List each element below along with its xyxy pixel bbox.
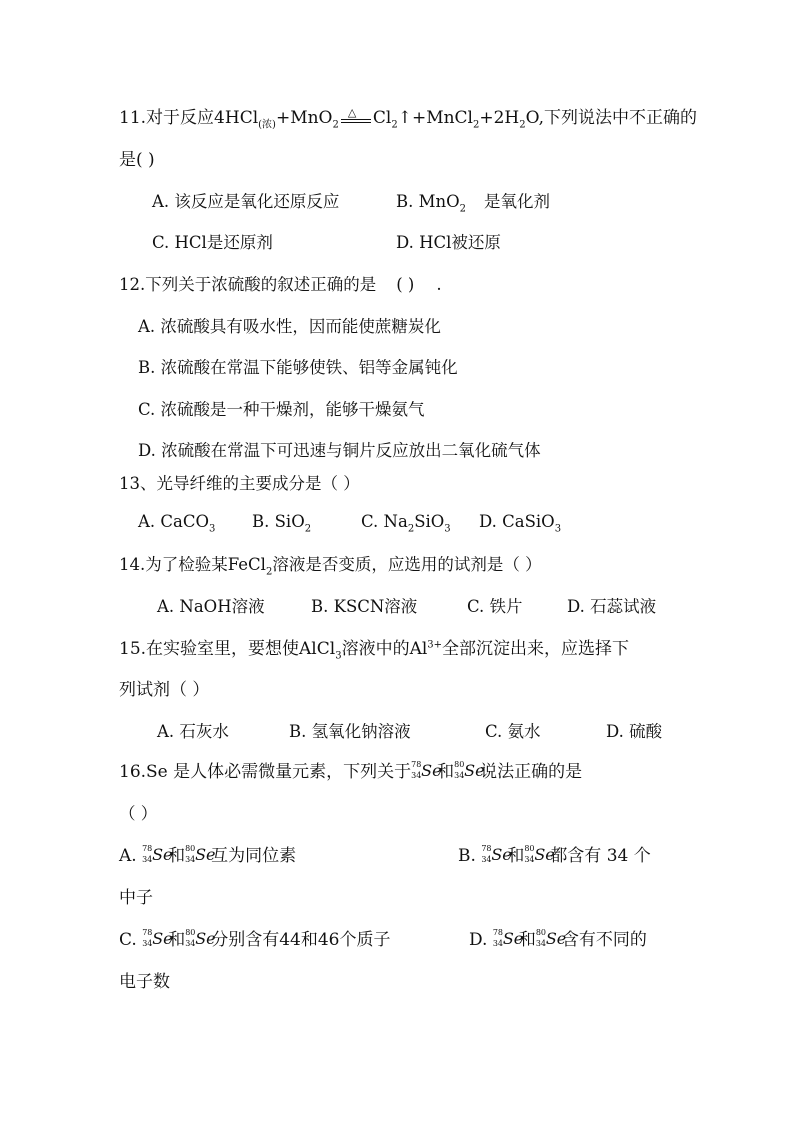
q12-stem: 12.下列关于浓硫酸的叙述正确的是 ( ) . bbox=[119, 275, 442, 294]
q13-option-b: B. SiO$_2$ bbox=[252, 512, 312, 535]
q11-option-c: C. HCl是还原剂 bbox=[152, 233, 273, 252]
q12-option-d: D. 浓硫酸在常温下可迅速与铜片反应放出二氧化硫气体 bbox=[138, 441, 541, 460]
q15-stem: 15.在实验室里，要想使AlCl$_3$溶液中的$Al^{3+}$全部沉淀出来，应选择下 bbox=[119, 639, 630, 662]
q15-option-b: B. 氢氧化钠溶液 bbox=[289, 722, 411, 741]
q15-option-c: C. 氨水 bbox=[485, 722, 541, 741]
q13-option-d: D. CaSiO$_3$ bbox=[479, 512, 562, 535]
q16-option-d: D. 78 34 Se 和 80 34 Se 含有不同的 bbox=[469, 928, 647, 950]
isotope-se78: 78 34 Se bbox=[411, 760, 442, 780]
q15-option-d: D. 硫酸 bbox=[606, 722, 663, 741]
q12-option-b: B. 浓硫酸在常温下能够使铁、铝等金属钝化 bbox=[138, 358, 458, 377]
q15-stem-cont: 列试剂（ ） bbox=[119, 680, 210, 700]
q16-option-c: C. 78 34 Se 和 80 34 Se 分别含有44和46个质子 bbox=[119, 928, 391, 950]
q13-option-a: A. CaCO$_3$ bbox=[138, 512, 216, 535]
q16-option-b: B. 78 34 Se 和 80 34 Se 都含有 34 个 bbox=[458, 844, 651, 866]
q14-option-b: B. KSCN溶液 bbox=[311, 597, 418, 616]
q11-option-a: A. 该反应是氧化还原反应 bbox=[152, 192, 340, 211]
q11-option-b: B. MnO$_2$ 是氧化剂 bbox=[396, 192, 551, 215]
q14-stem: 14.为了检验某FeCl$_2$溶液是否变质，应选用的试剂是（ ） bbox=[119, 555, 542, 578]
q16-stem: 16.Se 是人体必需微量元素，下列关于 78 34 Se 和 80 34 Se 说法正确的是 bbox=[119, 760, 583, 782]
isotope-se80: 80 34 Se bbox=[454, 760, 485, 780]
heating-sign: △ bbox=[339, 107, 373, 127]
q14-option-c: C. 铁片 bbox=[467, 597, 523, 616]
q11-option-d: D. HCl被还原 bbox=[396, 233, 501, 252]
q16-option-a: A. 78 34 Se 和 80 34 Se 互为同位素 bbox=[119, 844, 297, 866]
q11-stem: 11.对于反应4HCl$_{(浓)}$+MnO$_2$ △ $Cl_2↑+MnCl_2+2H_2O$,下列说法中不正确的 bbox=[119, 106, 697, 131]
q14-option-a: A. NaOH溶液 bbox=[157, 597, 265, 616]
q14-option-d: D. 石蕊试液 bbox=[567, 597, 657, 616]
q11-stem-cont: 是( ) bbox=[119, 150, 155, 170]
q16-stem-cont: （ ） bbox=[119, 804, 158, 823]
q12-option-a: A. 浓硫酸具有吸水性，因而能使蔗糖炭化 bbox=[138, 317, 441, 336]
q12-option-c: C. 浓硫酸是一种干燥剂，能够干燥氨气 bbox=[138, 400, 425, 419]
q16-option-d-cont: 电子数 bbox=[119, 972, 170, 992]
q13-option-c: C. $Na_2SiO_3$ bbox=[361, 512, 451, 535]
q16-option-b-cont: 中子 bbox=[119, 888, 153, 908]
q15-option-a: A. 石灰水 bbox=[157, 722, 229, 741]
q13-stem: 13、光导纤维的主要成分是（ ） bbox=[119, 474, 360, 493]
